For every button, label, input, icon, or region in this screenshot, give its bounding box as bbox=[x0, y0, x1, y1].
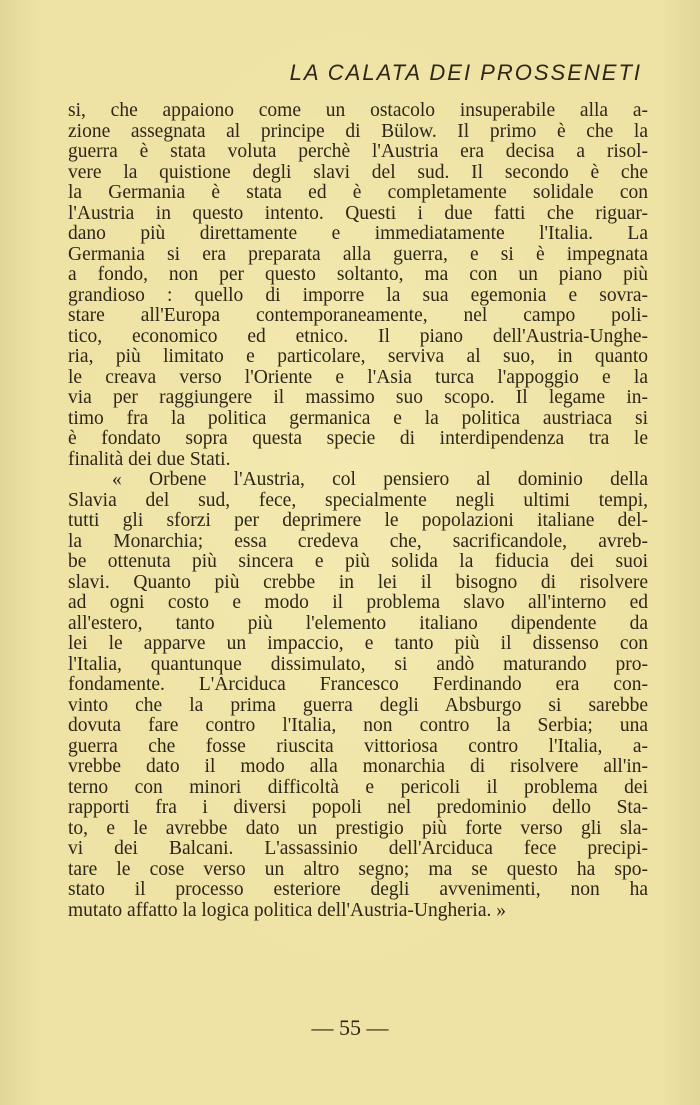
text-line-paragraph-end: mutato affatto la logica politica dell'Austria-Ungheria. » bbox=[68, 899, 506, 921]
text-line: zione assegnata al principe di Bülow. Il primo è che la bbox=[68, 120, 648, 142]
text-line: rapporti fra i diversi popoli nel predominio dello Sta- bbox=[68, 797, 648, 818]
text-line-paragraph-end: finalità dei due Stati. bbox=[68, 448, 231, 470]
text-line: l'Italia, quantunque dissimulato, si andò maturando pro- bbox=[68, 653, 648, 675]
text-line: le creava verso l'Oriente e l'Asia turca l'appoggio e la bbox=[68, 366, 648, 388]
text-line: guerra è stata voluta perchè l'Austria era decisa a risol- bbox=[68, 141, 648, 162]
text-line: stare all'Europa contemporaneamente, nel campo poli- bbox=[68, 305, 648, 326]
text-line: all'estero, tanto più l'elemento italiano dipendente da bbox=[68, 612, 648, 634]
text-line: dano più direttamente e immediatamente l'Italia. La bbox=[68, 223, 648, 244]
text-line: guerra che fosse riuscita vittoriosa contro l'Italia, a- bbox=[68, 735, 648, 757]
text-line: to, e le avrebbe dato un prestigio più forte verso gli sla- bbox=[68, 817, 648, 839]
text-line: a fondo, non per questo soltanto, ma con un piano più bbox=[68, 264, 648, 285]
text-line: si, che appaiono come un ostacolo insuperabile alla a- bbox=[68, 100, 648, 121]
text-line: ad ogni costo e modo il problema slavo all'interno ed bbox=[68, 592, 648, 613]
text-line: vi dei Balcani. L'assassinio dell'Arciduca fece precipi- bbox=[68, 838, 648, 859]
text-line: vinto che la prima guerra degli Absburgo si sarebbe bbox=[68, 694, 648, 716]
text-line: vrebbe dato il modo alla monarchia di risolvere all'in- bbox=[68, 756, 648, 777]
page-number: — 55 — bbox=[311, 1015, 389, 1040]
text-line: la Monarchia; essa credeva che, sacrificandole, avreb- bbox=[68, 530, 648, 552]
text-line: Germania si era preparata alla guerra, e si è impegnata bbox=[68, 243, 648, 265]
text-line: tare le cose verso un altro segno; ma se questo ha spo- bbox=[68, 858, 648, 880]
text-line: vere la quistione degli slavi del sud. Il secondo è che bbox=[68, 161, 648, 183]
text-line: Slavia del sud, fece, specialmente negli ultimi tempi, bbox=[68, 489, 648, 511]
text-line: grandioso : quello di imporre la sua egemonia e sovra- bbox=[68, 284, 648, 306]
text-line: la Germania è stata ed è completamente solidale con bbox=[68, 182, 648, 203]
text-line: stato il processo esteriore degli avvenimenti, non ha bbox=[68, 879, 648, 900]
text-line: timo fra la politica germanica e la politica austriaca si bbox=[68, 407, 648, 429]
text-line: tico, economico ed etnico. Il piano dell'Austria-Unghe- bbox=[68, 325, 648, 347]
text-line: slavi. Quanto più crebbe in lei il bisogno di risolvere bbox=[68, 571, 648, 593]
text-line: terno con minori difficoltà e pericoli il problema dei bbox=[68, 776, 648, 798]
text-line: lei le apparve un impaccio, e tanto più il dissenso con bbox=[68, 633, 648, 654]
text-line-paragraph-start: « Orbene l'Austria, col pensiero al dominio della bbox=[112, 469, 648, 490]
text-line: l'Austria in questo intento. Questi i due fatti che riguar- bbox=[68, 202, 648, 224]
text-line: tutti gli sforzi per deprimere le popolazioni italiane del- bbox=[68, 510, 648, 531]
text-line: è fondato sopra questa specie di interdipendenza tra le bbox=[68, 428, 648, 449]
text-line: be ottenuta più sincera e più solida la fiducia dei suoi bbox=[68, 551, 648, 572]
text-line: ria, più limitato e particolare, serviva al suo, in quanto bbox=[68, 346, 648, 367]
text-line: via per raggiungere il massimo suo scopo. Il legame in- bbox=[68, 387, 648, 408]
running-title: LA CALATA DEI PROSSENETI bbox=[289, 60, 642, 85]
text-line: fondamente. L'Arciduca Francesco Ferdinando era con- bbox=[68, 674, 648, 695]
body-text bbox=[68, 101, 648, 921]
text-line: dovuta fare contro l'Italia, non contro la Serbia; una bbox=[68, 715, 648, 736]
